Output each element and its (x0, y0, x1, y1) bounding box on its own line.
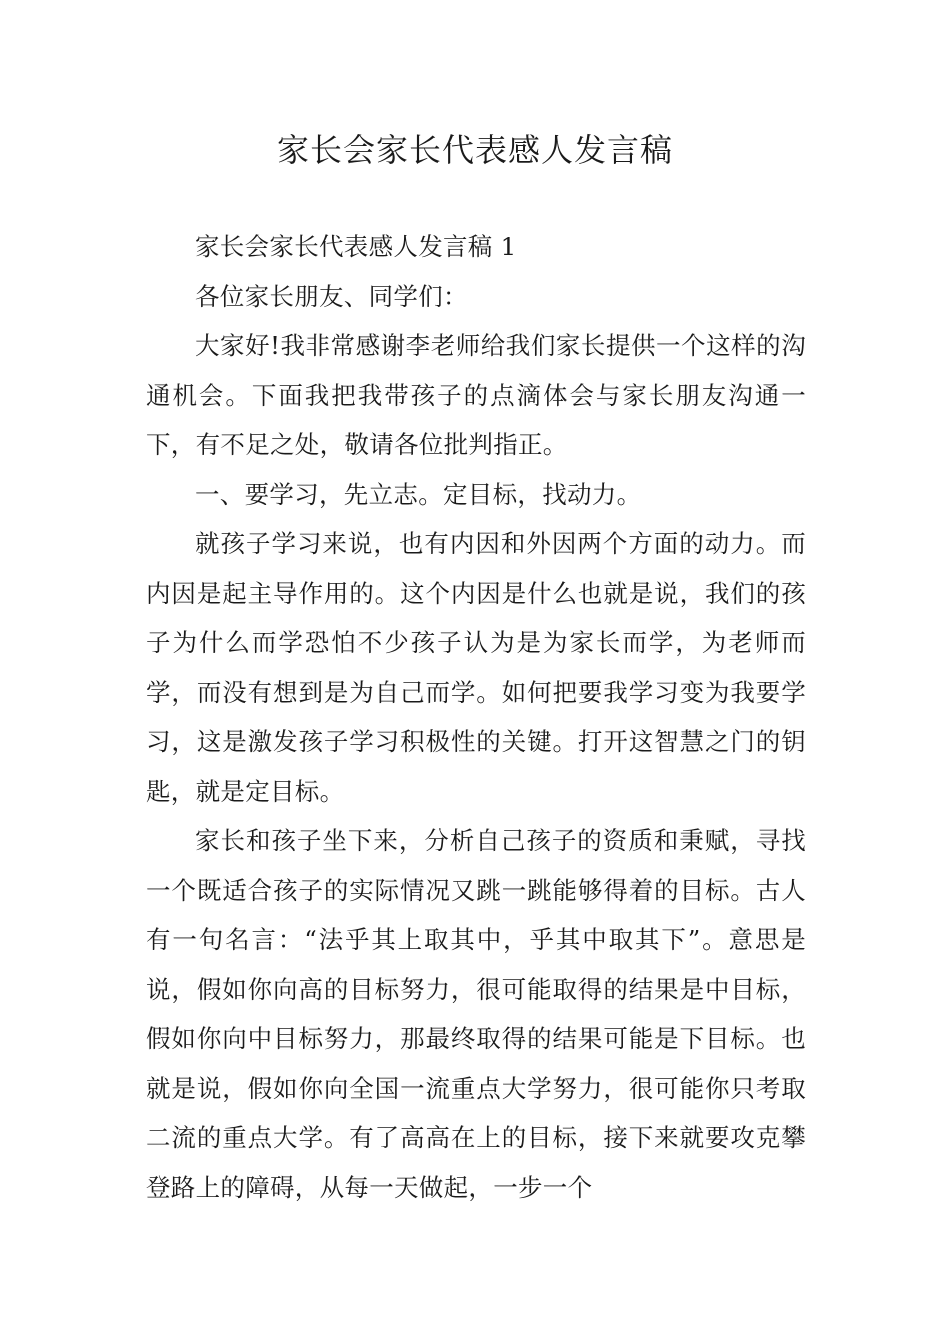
document-body (146, 222, 806, 1212)
paragraph-section-one: 一、要学习，先立志。定目标，找动力。 (195, 479, 642, 509)
paragraph-goal-setting: 家长和孩子坐下来，分析自己孩子的资质和秉赋，寻找一个既适合孩子的实际情况又跳一跳能够得着的目标。古人有一句名言：“法乎其上取其中，乎其中取其下”。意思是说，假如你向高的目标努力，很可能取得的结果是中目标，假如你向中目标努力，那最终取得的结果可能是下目标。也就是说，假如你向全国一流重点大学努力，很可能你只考取二流的重点大学。有了高高在上的目标，接下来就要攻克攀登路上的障碍，从每一天做起，一步一个 (146, 826, 806, 1202)
paragraph-greeting: 大家好!我非常感谢李老师给我们家长提供一个这样的沟通机会。下面我把我带孩子的点滴体会与家长朋友沟通一下，有不足之处，敬请各位批判指正。 (146, 331, 806, 459)
paragraph-heading: 家长会家长代表感人发言稿 1 (195, 232, 517, 261)
paragraph-salutation: 各位家长朋友、同学们： (195, 281, 468, 311)
document-title: 家长会家长代表感人发言稿 (276, 131, 673, 169)
paragraph-motivation: 就孩子学习来说，也有内因和外因两个方面的动力。而内因是起主导作用的。这个内因是什么也就是说，我们的孩子为什么而学恐怕不少孩子认为是为家长而学，为老师而学，而没有想到是为自己而学。如何把要我学习变为我要学习，这是激发孩子学习积极性的关键。打开这智慧之门的钥匙，就是定目标。 (146, 529, 806, 806)
